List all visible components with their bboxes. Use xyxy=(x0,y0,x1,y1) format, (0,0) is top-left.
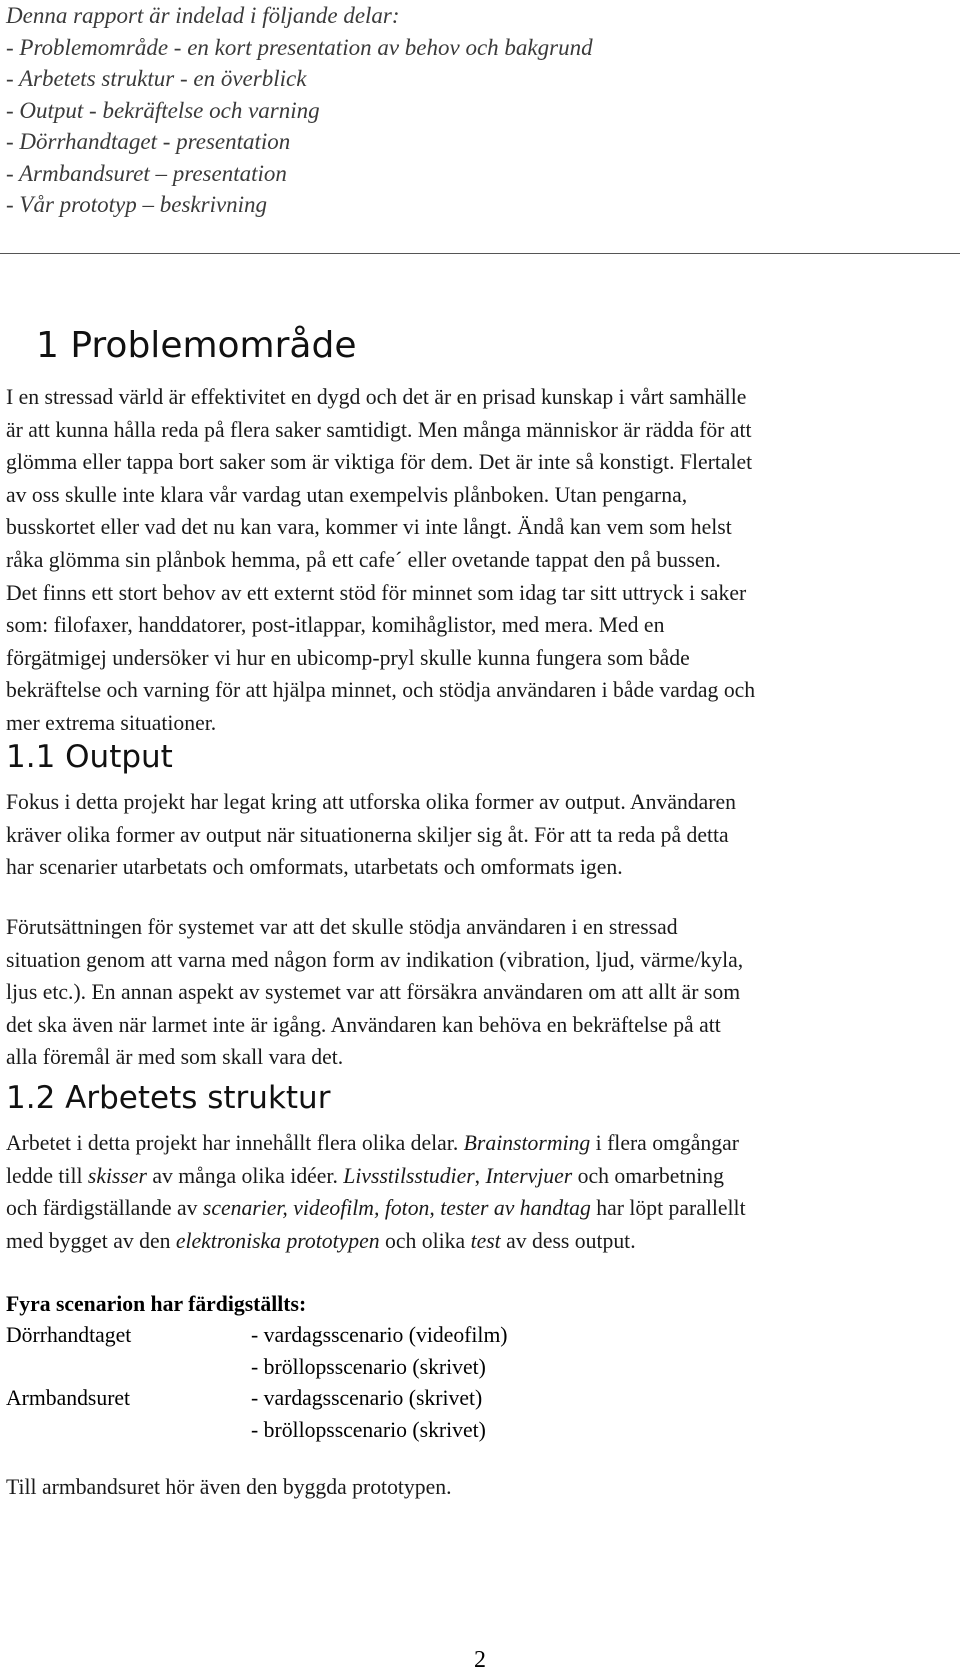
text-line: Till armbandsuret hör även den byggda prototypen. xyxy=(6,1475,452,1499)
scenario-item: - bröllopsscenario (skrivet) xyxy=(251,1354,486,1379)
text-line: som: filofaxer, handdatorer, post-itlappar, komihåglistor, med mera. Med en xyxy=(6,613,665,638)
outline-item: - Vår prototyp – beskrivning xyxy=(6,192,268,217)
section-heading-arbetets-struktur: 1.2 Arbetets struktur xyxy=(6,1080,331,1116)
outline-item: - Problemområde - en kort presentation av behov och bakgrund xyxy=(6,34,593,60)
scenario-row xyxy=(6,1352,706,1384)
text-span: och omarbetning xyxy=(572,1163,724,1188)
report-outline xyxy=(6,0,946,221)
text-line xyxy=(6,1225,956,1258)
text-span: , xyxy=(474,1163,486,1188)
text-line: av oss skulle inte klara vår vardag utan exempelvis plånboken. Utan pengarna, xyxy=(6,482,688,507)
text-line: förgätmigej undersöker vi hur en ubicomp-pryl skulle kunna fungera som både xyxy=(6,645,690,670)
scenario-product: Armbandsuret xyxy=(6,1386,131,1410)
outline-item: - Armbandsuret – presentation xyxy=(6,160,287,186)
text-line xyxy=(6,1127,956,1160)
output-paragraph-1 xyxy=(6,786,956,884)
text-span: Arbetet i detta projekt har innehållt flera olika delar. xyxy=(6,1131,464,1155)
text-line: mer extrema situationer. xyxy=(6,710,217,735)
scenario-item: - vardagsscenario (skrivet) xyxy=(251,1386,483,1410)
text-span: och olika xyxy=(379,1228,471,1253)
emphasis-text: scenarier, videofilm, foton, tester av handtag xyxy=(202,1196,591,1221)
outline-item: - Dörrhandtaget - presentation xyxy=(6,129,291,154)
text-line: busskortet eller vad det nu kan vara, kommer vi inte långt. Ändå kan vem som helst xyxy=(6,515,732,540)
scenario-row xyxy=(6,1415,706,1447)
text-line: Förutsättningen för systemet var att det skulle stödja användaren i en stressad xyxy=(6,915,678,939)
outline-heading: Denna rapport är indelad i följande delar: xyxy=(6,3,400,28)
page-number: 2 xyxy=(474,1647,486,1673)
section-heading-output: 1.1 Output xyxy=(6,739,173,775)
text-line: har scenarier utarbetats och omformats, utarbetats och omformats igen. xyxy=(6,855,623,880)
text-line: Det finns ett stort behov av ett externt stöd för minnet som idag tar sitt uttryck i saker xyxy=(6,580,747,605)
scenario-row xyxy=(6,1320,706,1352)
scenario-item: - bröllopsscenario (skrivet) xyxy=(251,1417,486,1442)
text-line: det ska även när larmet inte är igång. Användaren kan behöva en bekräftelse på att xyxy=(6,1012,721,1037)
output-paragraph-2 xyxy=(6,911,956,1074)
scenario-row xyxy=(6,1383,706,1415)
text-line: glömma eller tappa bort saker som är viktiga för dem. Det är inte så konstigt. Flertalet xyxy=(6,450,753,475)
text-line: Fokus i detta projekt har legat kring att utforska olika former av output. Användaren xyxy=(6,790,736,814)
text-span: av dess output. xyxy=(500,1228,636,1253)
outline-item: - Output - bekräftelse och varning xyxy=(6,97,320,123)
scenario-item: - vardagsscenario (videofilm) xyxy=(251,1323,508,1347)
text-line: råka glömma sin plånbok hemma, på ett cafe´ eller ovetande tappat den på bussen. xyxy=(6,547,721,572)
text-span: i flera omgångar xyxy=(590,1131,739,1155)
emphasis-text: skisser xyxy=(87,1163,147,1188)
scenario-product: Dörrhandtaget xyxy=(6,1323,132,1347)
emphasis-text: Intervjuer xyxy=(485,1163,573,1188)
text-line: I en stressad värld är effektivitet en dygd och det är en prisad kunskap i vårt samhälle xyxy=(6,385,747,409)
text-span: och färdigställande av xyxy=(6,1196,203,1221)
emphasis-text: Brainstorming xyxy=(463,1131,591,1155)
section-heading-problemomrade: 1 Problemområde xyxy=(36,325,357,366)
text-line: bekräftelse och varning för att hjälpa minnet, och stödja användaren i både vardag och xyxy=(6,678,756,703)
text-span: av många olika idéer. xyxy=(146,1163,344,1188)
text-span: ledde till xyxy=(6,1163,88,1188)
text-line: ljus etc.). En annan aspekt av systemet var att försäkra användaren om att allt är som xyxy=(6,980,741,1005)
text-line xyxy=(6,1160,956,1193)
text-line: situation genom att varna med någon form av indikation (vibration, ljud, värme/kyla, xyxy=(6,947,744,972)
outline-item: - Arbetets struktur - en överblick xyxy=(6,66,307,91)
text-line: är att kunna hålla reda på flera saker samtidigt. Men många människor är rädda för att xyxy=(6,417,752,442)
emphasis-text: test xyxy=(470,1228,501,1253)
scenarios-heading: Fyra scenarion har färdigställts: xyxy=(6,1292,307,1316)
text-line: alla föremål är med som skall vara det. xyxy=(6,1045,344,1070)
text-line: kräver olika former av output när situationerna skiljer sig åt. För att ta reda på detta xyxy=(6,822,729,847)
text-span: har löpt parallellt xyxy=(590,1196,746,1221)
structure-paragraph xyxy=(6,1127,956,1257)
scenarios-list xyxy=(6,1320,706,1446)
text-line xyxy=(6,1192,956,1225)
emphasis-text: elektroniska prototypen xyxy=(175,1228,380,1253)
section1-paragraph xyxy=(6,381,956,740)
emphasis-text: Livsstilsstudier xyxy=(343,1163,475,1188)
text-span: med bygget av den xyxy=(6,1228,176,1253)
horizontal-rule xyxy=(0,253,960,254)
closing-paragraph xyxy=(6,1471,956,1504)
